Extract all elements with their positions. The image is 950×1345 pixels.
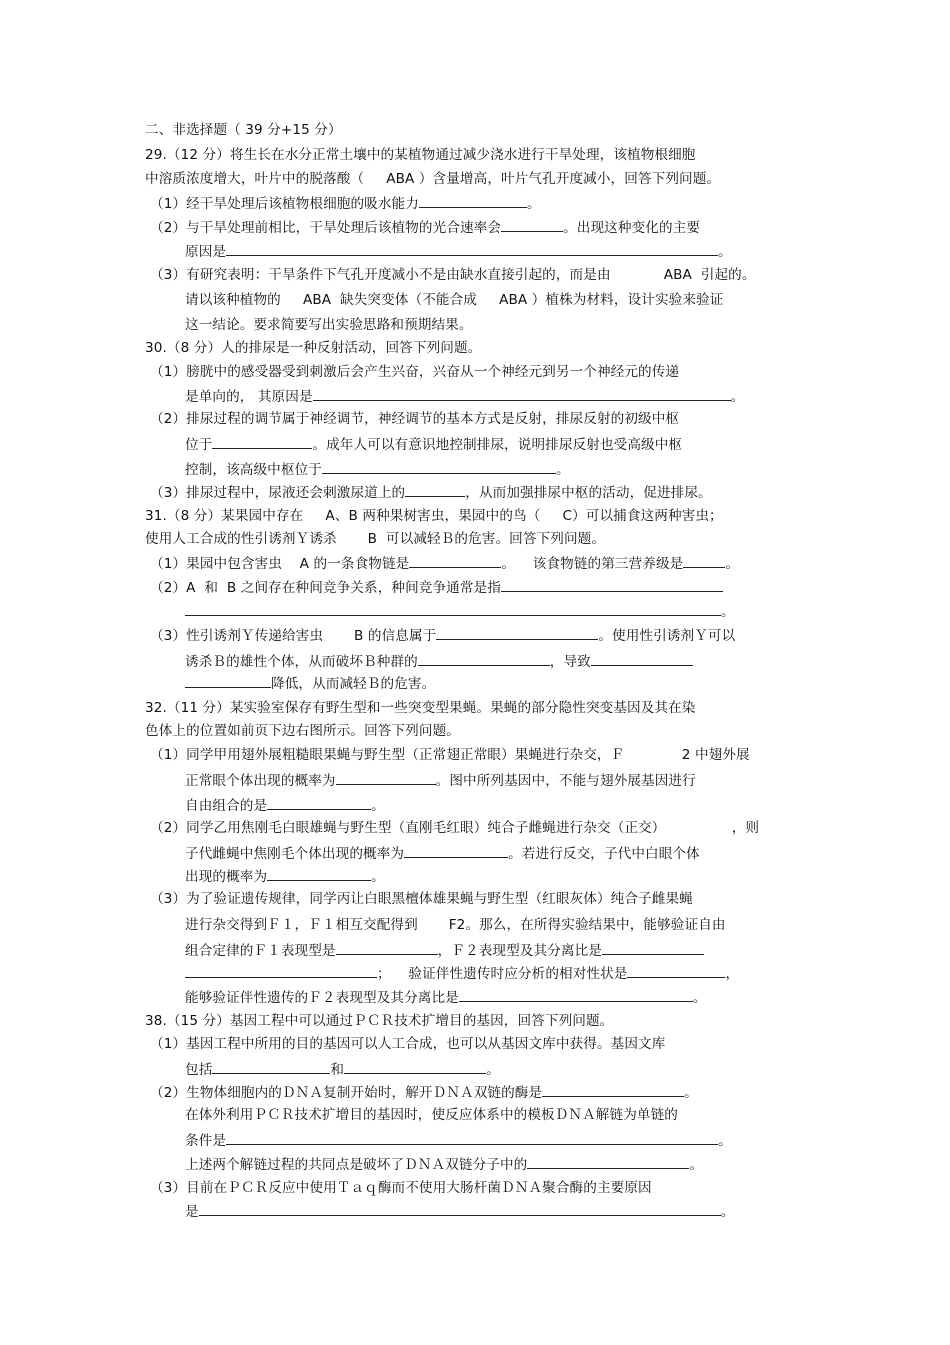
q30-2: （2）排尿过程的调节属于神经调节，神经调节的基本方式是反射，排尿反射的初级中枢	[150, 411, 680, 427]
answer-blank[interactable]	[199, 1201, 721, 1216]
q38-title: 38.（15 分）基因工程中可以通过ＰＣＲ技术扩增目的基因，回答下列问题。	[145, 1013, 614, 1029]
q29-3-line-2: 请以该种植物的 ABA 缺失突变体（不能合成 ABA ）植株为材料，设计实验来验证	[185, 292, 724, 308]
q32-3-line-2: 进行杂交得到Ｆ１，Ｆ１相互交配得到 F2。那么，在所得实验结果中，能够验证自由	[185, 917, 726, 933]
answer-blank[interactable]	[436, 625, 598, 640]
section-title: 二、非选择题（ 39 分+15 分）	[145, 122, 342, 138]
q31-3-line-2: 诱杀Ｂ的雄性个体，从而破坏Ｂ种群的 ，导致	[185, 651, 693, 671]
q32-3-line-5: 能够验证伴性遗传的Ｆ２表现型及其分离比是 。	[185, 987, 707, 1007]
q30-3: （3）排尿过程中，尿液还会刺激尿道上的 ，从而加强排尿中枢的活动，促进排尿。	[150, 482, 712, 502]
q31-title-line-2: 使用人工合成的性引诱剂Ｙ诱杀 B 可以减轻Ｂ的危害。回答下列问题。	[145, 531, 606, 547]
q38-2-line-3: 条件是 。	[185, 1130, 732, 1150]
answer-blank[interactable]	[409, 553, 501, 568]
answer-blank[interactable]	[683, 553, 725, 568]
q29-line-1: 29.（12 分）将生长在水分正常土壤中的某植物通过减少浇水进行干旱处理，该植物根细胞	[145, 147, 696, 163]
answer-blank[interactable]	[185, 601, 721, 616]
q30-1: （1）膀胱中的感受器受到刺激后会产生兴奋，兴奋从一个神经元到另一个神经元的传递	[150, 364, 680, 380]
answer-blank[interactable]	[336, 770, 436, 785]
answer-blank[interactable]	[418, 651, 550, 666]
answer-blank[interactable]	[322, 459, 556, 474]
answer-blank[interactable]	[313, 386, 731, 401]
answer-blank[interactable]	[459, 987, 693, 1002]
q32-3-line-4: ； 验证伴性遗传时应分析的相对性状是 ，	[185, 963, 739, 983]
q32-1: （1）同学甲用翅外展粗糙眼果蝇与野生型（正常翅正常眼）果蝇进行杂交，Ｆ 2 中翅外展	[150, 747, 750, 763]
answer-blank[interactable]	[501, 577, 723, 592]
q32-title-line-2: 色体上的位置如前页下边右图所示。回答下列问题。	[145, 723, 460, 739]
q31-title: 31.（8 分）某果园中存在 A、B 两种果树害虫，果园中的鸟（ C）可以捕食这两种害虫；	[145, 508, 723, 524]
q31-2: （2）A 和 B 之间存在种间竞争关系，种间竞争通常是指	[150, 577, 723, 597]
answer-blank[interactable]	[212, 1059, 330, 1074]
q31-3-line-3: 降低，从而减轻Ｂ的危害。	[185, 673, 435, 693]
q29-1: （1）经干旱处理后该植物根细胞的吸水能力 。	[150, 193, 541, 213]
answer-blank[interactable]	[226, 241, 718, 256]
q32-2: （2）同学乙用焦刚毛白眼雄蝇与野生型（直刚毛红眼）纯合子雌蝇进行杂交（正交） ，则	[150, 820, 760, 836]
answer-blank[interactable]	[226, 1130, 718, 1145]
q38-3-line-2: 是 。	[185, 1201, 734, 1221]
q31-1: （1）果园中包含害虫 A 的一条食物链是 。 该食物链的第三营养级是 。	[150, 553, 739, 573]
q32-2-line-2: 子代雌蝇中焦刚毛个体出现的概率为 。若进行反交，子代中白眼个体	[185, 843, 700, 863]
answer-blank[interactable]	[185, 963, 377, 978]
answer-blank[interactable]	[591, 651, 693, 666]
answer-blank[interactable]	[267, 795, 371, 810]
q32-1-line-3: 自由组合的是 。	[185, 795, 385, 815]
q29-2-reason: 原因是 。	[185, 241, 732, 261]
q32-title: 32.（11 分）某实验室保存有野生型和一些突变型果蝇。果蝇的部分隐性突变基因及其在染	[145, 700, 696, 716]
q29-line-2: 中溶质浓度增大，叶片中的脱落酸（ ABA ）含量增高，叶片气孔开度减小，回答下列问题。	[145, 171, 721, 187]
answer-blank[interactable]	[336, 940, 438, 955]
q31-3: （3）性引诱剂Ｙ传递给害虫 B 的信息属于 。使用性引诱剂Ｙ可以	[150, 625, 735, 645]
q30-2-line-3: 控制，该高级中枢位于 。	[185, 459, 570, 479]
q38-2-line-2: 在体外利用ＰＣＲ技术扩增目的基因时，使反应体系中的模板ＤＮＡ解链为单链的	[185, 1107, 678, 1123]
q29-3-line-3: 这一结论。要求简要写出实验思路和预期结果。	[185, 317, 473, 333]
q31-2-line-2: 。	[185, 601, 735, 621]
answer-blank[interactable]	[344, 1059, 486, 1074]
q30-1-line-2: 是单向的， 其原因是 。	[185, 386, 744, 406]
q30-2-line-2: 位于 。成年人可以有意识地控制排尿，说明排尿反射也受高级中枢	[185, 434, 682, 454]
q38-2-line-4: 上述两个解链过程的共同点是破坏了ＤＮＡ双链分子中的 。	[185, 1154, 703, 1174]
q30-title: 30.（8 分）人的排尿是一种反射活动，回答下列问题。	[145, 340, 482, 356]
answer-blank[interactable]	[419, 193, 527, 208]
q32-3: （3）为了验证遗传规律，同学丙让白眼黑檀体雄果蝇与野生型（红眼灰体）纯合子雌果蝇	[150, 891, 693, 907]
q38-3: （3）目前在ＰＣＲ反应中使用Ｔａｑ酶而不使用大肠杆菌ＤＮＡ聚合酶的主要原因	[150, 1180, 652, 1196]
answer-blank[interactable]	[212, 434, 312, 449]
q38-1-line-2: 包括 和 。	[185, 1059, 500, 1079]
q38-2: （2）生物体细胞内的ＤＮＡ复制开始时，解开ＤＮＡ双链的酶是 。	[150, 1082, 698, 1102]
answer-blank[interactable]	[602, 940, 704, 955]
answer-blank[interactable]	[627, 963, 725, 978]
answer-blank[interactable]	[542, 1082, 684, 1097]
q38-1: （1）基因工程中所用的目的基因可以人工合成，也可以从基因文库中获得。基因文库	[150, 1036, 666, 1052]
q29-2: （2）与干旱处理前相比，干旱处理后该植物的光合速率会 。出现这种变化的主要	[150, 217, 700, 237]
answer-blank[interactable]	[404, 843, 508, 858]
answer-blank[interactable]	[185, 673, 271, 688]
q29-3: （3）有研究表明：干旱条件下气孔开度减小不是由缺水直接引起的，而是由 ABA 引起的。	[150, 267, 756, 283]
answer-blank[interactable]	[405, 482, 465, 497]
q32-1-line-2: 正常眼个体出现的概率为 。图中所列基因中，不能与翅外展基因进行	[185, 770, 696, 790]
answer-blank[interactable]	[267, 866, 371, 881]
q32-2-line-3: 出现的概率为 。	[185, 866, 385, 886]
answer-blank[interactable]	[501, 217, 563, 232]
answer-blank[interactable]	[527, 1154, 689, 1169]
q32-3-line-3: 组合定律的Ｆ１表现型是 ，Ｆ２表现型及其分离比是	[185, 940, 704, 960]
